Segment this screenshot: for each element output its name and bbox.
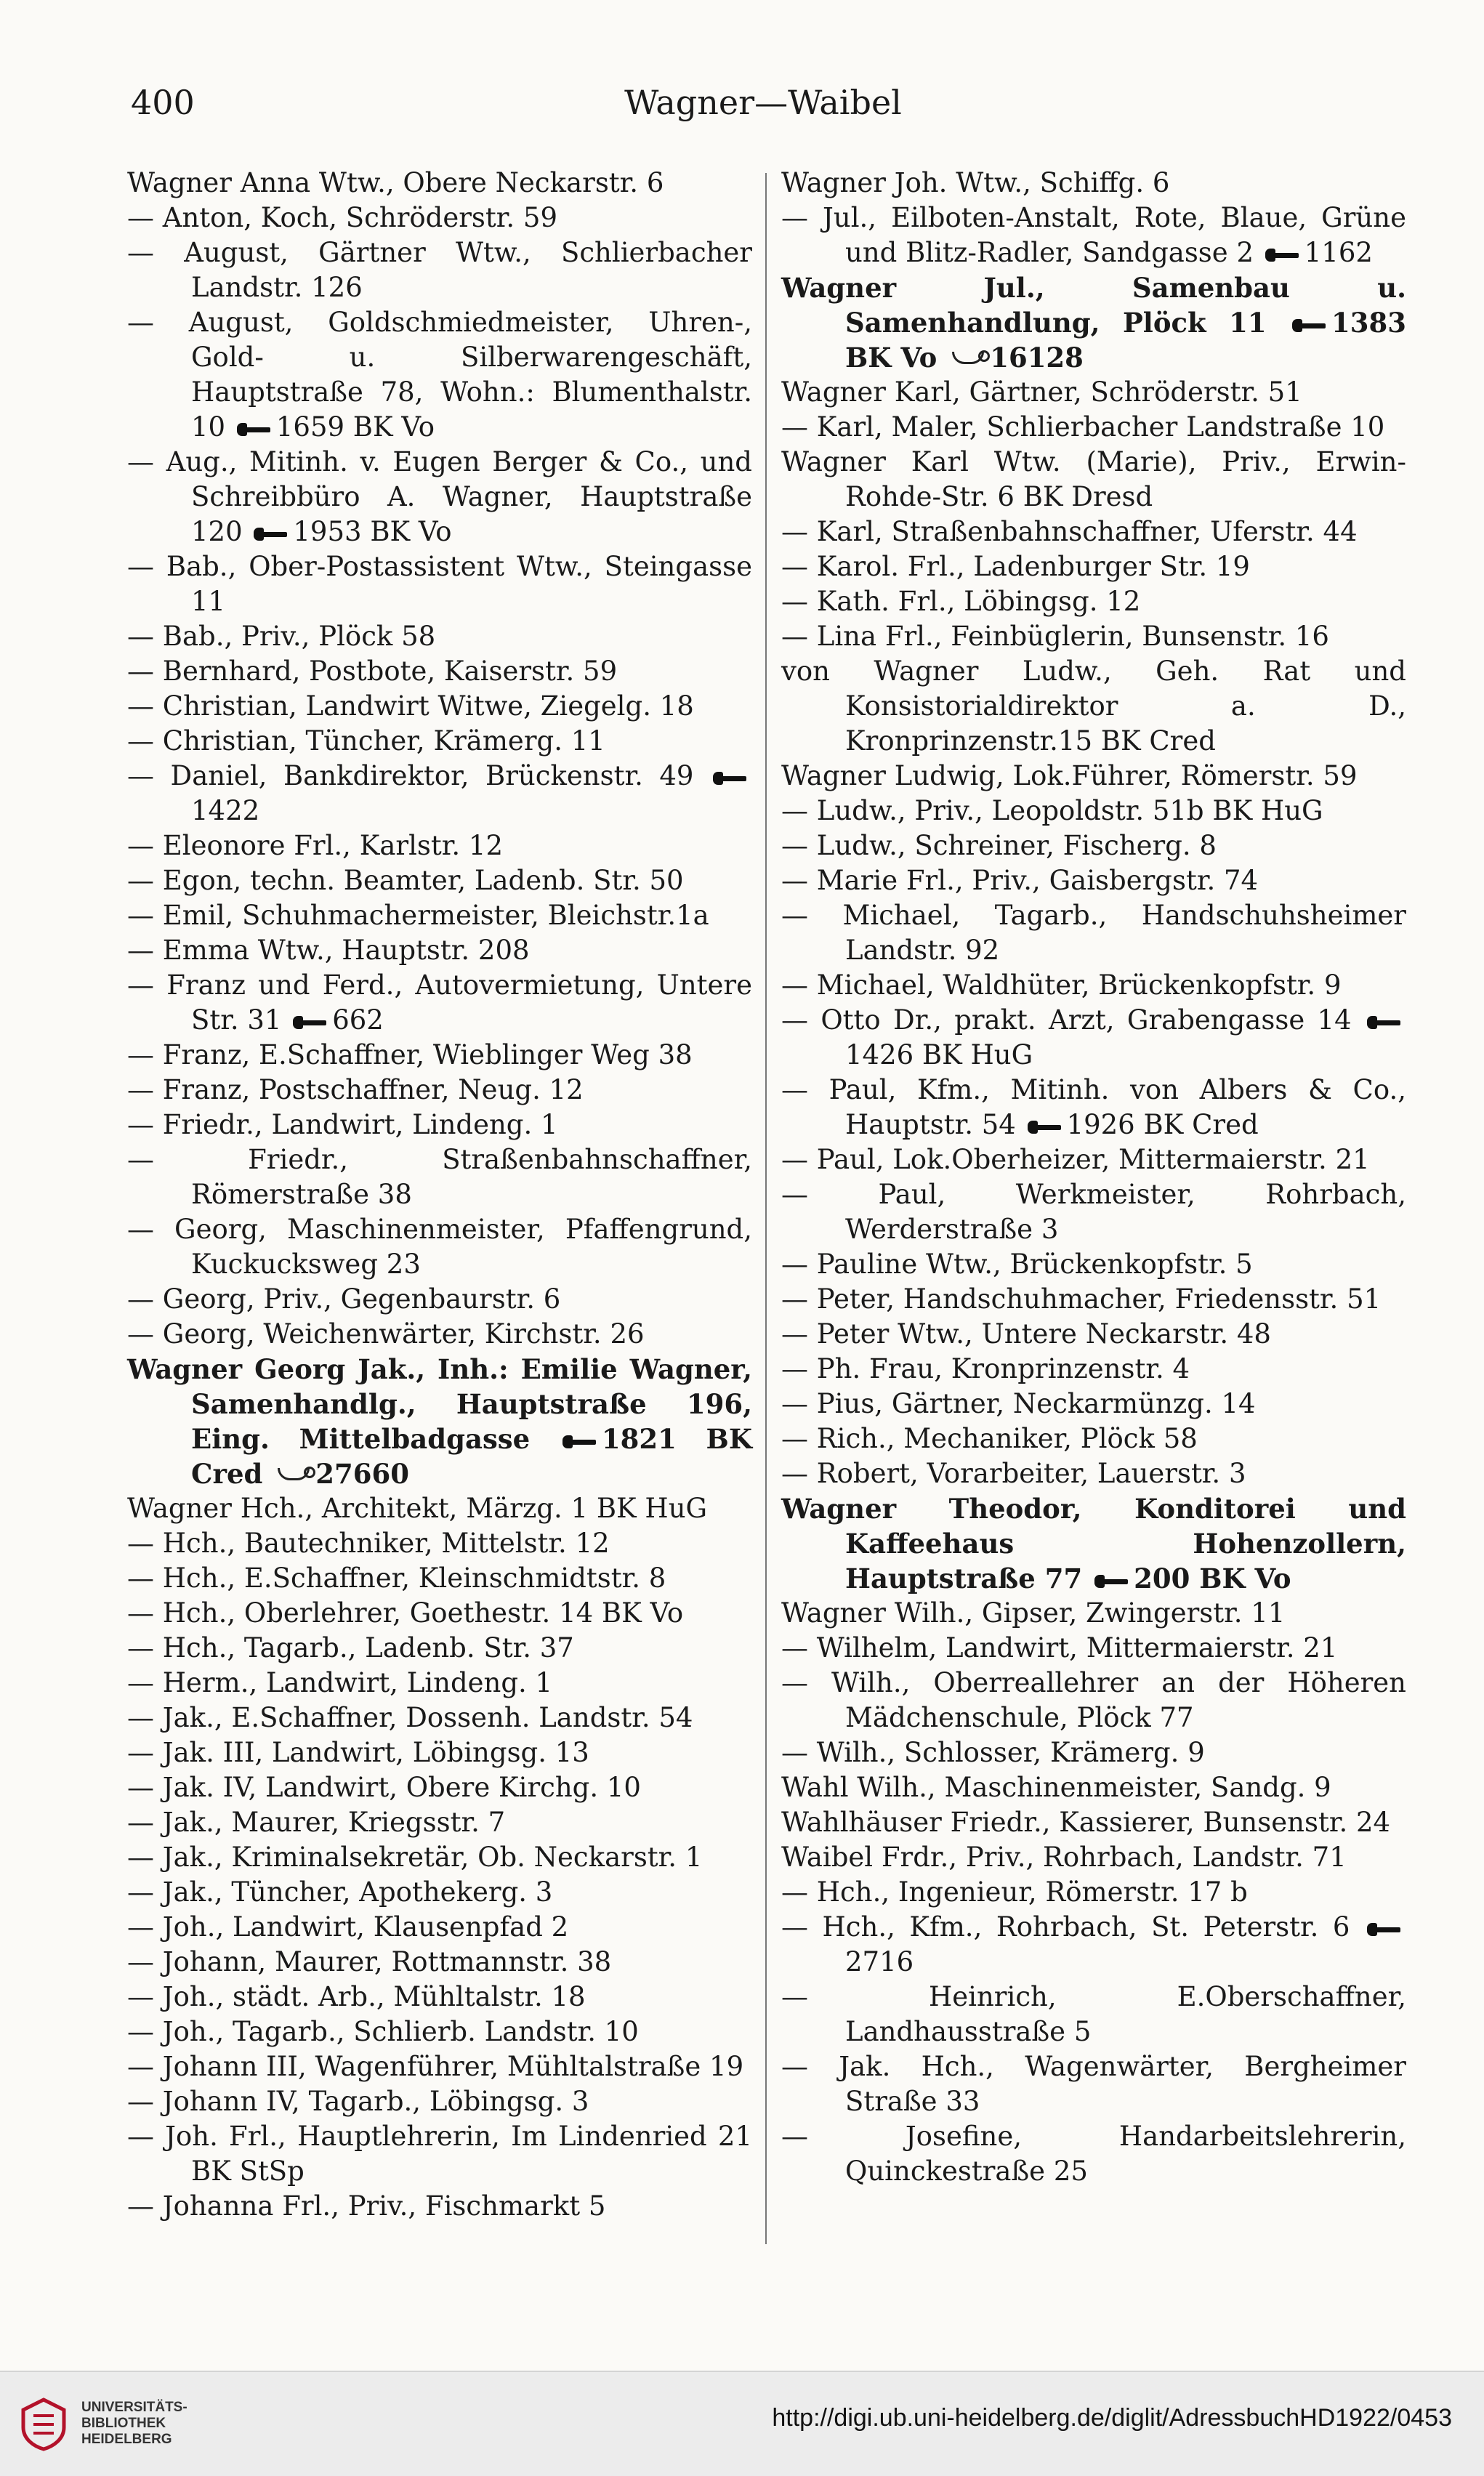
entry-text: Wahl Wilh., Maschinenmeister, Sandg. 9 [781, 1772, 1331, 1803]
entry-text: — Hch., E.Schaffner, Kleinschmidtstr. 8 [127, 1562, 666, 1594]
right-entry [781, 1142, 1406, 1177]
phone-number: 1821 BK Cred [191, 1423, 752, 1490]
entry-text: — Emil, Schuhmachermeister, Bleichstr.1a [127, 900, 709, 931]
entry-text: — Jak. III, Landwirt, Löbingsg. 13 [127, 1737, 589, 1768]
left-entry [127, 619, 752, 654]
footer-bar [0, 2371, 1484, 2476]
left-entry [127, 1805, 752, 1840]
left-entry [127, 968, 752, 1038]
left-entry [127, 1666, 752, 1701]
entry-text: von Wagner Ludw., Geh. Rat und Konsistorialdirektor a. D., Kronprinzenstr.15 BK Cred [781, 656, 1406, 757]
entry-text: — Wilh., Schlosser, Krämerg. 9 [781, 1737, 1205, 1768]
telephone-receiver-icon [1094, 1573, 1129, 1589]
entry-text: — Paul, Kfm., Mitinh. von Albers & Co., Hauptstr. 54 [781, 1074, 1406, 1140]
left-entry [127, 863, 752, 898]
left-entry [127, 1073, 752, 1108]
left-entry [127, 1980, 752, 2015]
right-entry [781, 515, 1406, 549]
left-entry [127, 1875, 752, 1910]
entry-text: — Paul, Werkmeister, Rohrbach, Werderstraße 3 [781, 1179, 1406, 1245]
entry-text: — Herm., Landwirt, Lindeng. 1 [127, 1667, 553, 1698]
phone-number: 1426 BK HuG [845, 1039, 1033, 1070]
right-entry [781, 1666, 1406, 1735]
phone-number: 200 BK Vo [1134, 1562, 1291, 1594]
entry-text: — Franz, E.Schaffner, Wieblinger Weg 38 [127, 1039, 693, 1070]
entry-text: — Franz, Postschaffner, Neug. 12 [127, 1074, 584, 1105]
left-entry [127, 1317, 752, 1352]
entry-text: — Ludw., Schreiner, Fischerg. 8 [781, 830, 1217, 861]
entry-text: — Paul, Lok.Oberheizer, Mittermaierstr. 21 [781, 1144, 1370, 1175]
left-entry [127, 235, 752, 305]
telephone-receiver-icon [237, 422, 272, 437]
right-entry [781, 898, 1406, 968]
entry-text: — Ludw., Priv., Leopoldstr. 51b BK HuG [781, 795, 1323, 826]
right-entry [781, 1282, 1406, 1317]
entry-text: — Joh. Frl., Hauptlehrerin, Im Lindenried 21 BK StSp [127, 2121, 752, 2187]
right-entry [781, 375, 1406, 410]
entry-text: — Daniel, Bankdirektor, Brückenstr. 49 [127, 760, 694, 791]
entry-text: — Hch., Ingenieur, Römerstr. 17 b [781, 1876, 1248, 1908]
right-entry [781, 1352, 1406, 1387]
right-entry [781, 759, 1406, 794]
right-entry [781, 1073, 1406, 1142]
entry-text: Wahlhäuser Friedr., Kassierer, Bunsenstr. 24 [781, 1807, 1391, 1838]
entry-text: — Hch., Oberlehrer, Goethestr. 14 BK Vo [127, 1597, 684, 1629]
right-entry [781, 1003, 1406, 1073]
right-entry [781, 2049, 1406, 2119]
entry-text: — Otto Dr., prakt. Arzt, Grabengasse 14 [781, 1004, 1352, 1036]
right-entry [781, 1456, 1406, 1491]
left-entry [127, 166, 752, 201]
right-entry [781, 1735, 1406, 1770]
left-entry [127, 1038, 752, 1073]
left-entry [127, 1491, 752, 1526]
right-entry [781, 584, 1406, 619]
library-line-1: UNIVERSITÄTS- [81, 2400, 187, 2415]
entry-text: — Franz und Ferd., Autovermietung, Untere Str. 31 [127, 969, 752, 1036]
left-entry [127, 1596, 752, 1631]
telephone-receiver-icon [254, 526, 289, 542]
entry-text: — Ph. Frau, Kronprinzenstr. 4 [781, 1353, 1190, 1384]
telephone-receiver-icon [293, 1015, 328, 1031]
university-seal-icon [20, 2397, 67, 2452]
entry-text: — Eleonore Frl., Karlstr. 12 [127, 830, 504, 861]
phone-number: 2716 [845, 1946, 914, 1977]
right-entry [781, 863, 1406, 898]
telegraph-number: 16128 [990, 342, 1084, 374]
entry-text: — Robert, Vorarbeiter, Lauerstr. 3 [781, 1458, 1246, 1489]
entry-text: — Georg, Priv., Gegenbaurstr. 6 [127, 1283, 561, 1315]
left-entry [127, 2084, 752, 2119]
entry-text: — Georg, Weichenwärter, Kirchstr. 26 [127, 1318, 645, 1350]
entry-text: — Kath. Frl., Löbingsg. 12 [781, 586, 1141, 617]
entry-text: — Anton, Koch, Schröderstr. 59 [127, 202, 558, 233]
right-entry [781, 2119, 1406, 2189]
left-entry [127, 828, 752, 863]
left-entry [127, 1282, 752, 1317]
right-entry [781, 794, 1406, 828]
right-entry [781, 619, 1406, 654]
entry-text: — Johann IV, Tagarb., Löbingsg. 3 [127, 2086, 589, 2117]
right-entry [781, 1387, 1406, 1422]
entry-text: Wagner Hch., Architekt, Märzg. 1 BK HuG [127, 1493, 708, 1524]
left-entry [127, 1526, 752, 1561]
right-entry [781, 1317, 1406, 1352]
entry-text: — Michael, Waldhüter, Brückenkopfstr. 9 [781, 969, 1342, 1001]
entry-text: — Lina Frl., Feinbüglerin, Bunsenstr. 16 [781, 621, 1329, 652]
telephone-receiver-icon [1292, 318, 1327, 334]
phone-number: 1953 BK Vo [293, 516, 452, 547]
left-entry [127, 689, 752, 724]
entry-text: — Emma Wtw., Hauptstr. 208 [127, 935, 530, 966]
entry-text: Wagner Jul., Samenbau u. Samenhandlung, Plöck 11 [781, 272, 1406, 339]
left-column [127, 166, 752, 2259]
column-divider [765, 173, 767, 2244]
library-name [81, 2400, 187, 2448]
entry-text: — Pius, Gärtner, Neckarmünzg. 14 [781, 1388, 1256, 1419]
entry-text: Wagner Joh. Wtw., Schiffg. 6 [781, 167, 1170, 198]
telephone-receiver-icon [562, 1434, 597, 1450]
left-entry [127, 201, 752, 235]
entry-text: — Jak., E.Schaffner, Dossenh. Landstr. 54 [127, 1702, 693, 1733]
entry-text: — Bab., Ober-Postassistent Wtw., Steingasse 11 [127, 551, 752, 617]
entry-text: — Rich., Mechaniker, Plöck 58 [781, 1423, 1198, 1454]
right-column [781, 166, 1406, 2259]
entry-text: Wagner Karl, Gärtner, Schröderstr. 51 [781, 376, 1302, 408]
right-entry [781, 1980, 1406, 2049]
left-entry [127, 724, 752, 759]
phone-number: 1162 [1304, 237, 1373, 268]
phone-number: 1422 [191, 795, 260, 826]
left-entry [127, 1910, 752, 1945]
entry-text: — Joh., städt. Arb., Mühltalstr. 18 [127, 1981, 586, 2012]
entry-text: — Friedr., Landwirt, Lindeng. 1 [127, 1109, 558, 1140]
right-entry [781, 1805, 1406, 1840]
library-line-2: BIBLIOTHEK [81, 2416, 166, 2431]
right-entry [781, 270, 1406, 375]
entry-text: — Jak. IV, Landwirt, Obere Kirchg. 10 [127, 1772, 641, 1803]
left-entry [127, 1142, 752, 1212]
left-entry [127, 2049, 752, 2084]
left-entry [127, 1735, 752, 1770]
telephone-receiver-icon [1265, 247, 1300, 263]
right-entry [781, 549, 1406, 584]
right-entry [781, 828, 1406, 863]
right-entry [781, 1840, 1406, 1875]
entry-text: — Jak. Hch., Wagenwärter, Bergheimer Straße 33 [781, 2051, 1406, 2117]
telephone-receiver-icon [1367, 1921, 1402, 1937]
entry-text: — Heinrich, E.Oberschaffner, Landhausstraße 5 [781, 1981, 1406, 2047]
entry-text: — Johann, Maurer, Rottmannstr. 38 [127, 1946, 612, 1977]
right-entry [781, 166, 1406, 201]
entry-text: — Egon, techn. Beamter, Ladenb. Str. 50 [127, 865, 684, 896]
telegraph-icon [949, 350, 985, 368]
left-entry [127, 2015, 752, 2049]
telegraph-icon [275, 1466, 311, 1485]
directory-columns [127, 166, 1406, 2259]
entry-text: — Peter Wtw., Untere Neckarstr. 48 [781, 1318, 1271, 1350]
entry-text: — Karol. Frl., Ladenburger Str. 19 [781, 551, 1250, 582]
right-entry [781, 1491, 1406, 1596]
page-number: 400 [131, 83, 195, 122]
entry-text: Wagner Karl Wtw. (Marie), Priv., Erwin-Rohde-Str. 6 BK Dresd [781, 446, 1406, 512]
phone-number: 1383 BK Vo [845, 307, 1406, 374]
left-entry [127, 1840, 752, 1875]
page-header [124, 76, 1403, 134]
right-entry [781, 1177, 1406, 1247]
left-entry [127, 1108, 752, 1142]
entry-text: — Christian, Tüncher, Krämerg. 11 [127, 725, 605, 757]
entry-text: — Johann III, Wagenführer, Mühltalstraße 19 [127, 2051, 744, 2082]
entry-text: Wagner Georg Jak., Inh.: Emilie Wagner, Samenhandlg., Hauptstraße 196, Eing. Mittelbadgasse [127, 1353, 752, 1455]
left-entry [127, 445, 752, 549]
entry-text: — Aug., Mitinh. v. Eugen Berger & Co., und Schreibbüro A. Wagner, Hauptstraße 120 [127, 446, 752, 547]
telegraph-number: 27660 [315, 1458, 409, 1490]
left-entry [127, 1561, 752, 1596]
entry-text: — Wilh., Oberreallehrer an der Höheren Mädchenschule, Plöck 77 [781, 1667, 1406, 1733]
right-entry [781, 201, 1406, 270]
entry-text: — Michael, Tagarb., Handschuhsheimer Landstr. 92 [781, 900, 1406, 966]
entry-text: — Jak., Kriminalsekretär, Ob. Neckarstr. 1 [127, 1842, 703, 1873]
library-line-3: HEIDELBERG [81, 2432, 172, 2447]
right-entry [781, 445, 1406, 515]
left-entry [127, 1212, 752, 1282]
left-entry [127, 933, 752, 968]
left-entry [127, 759, 752, 828]
left-entry [127, 898, 752, 933]
entry-text: — Jak., Maurer, Kriegsstr. 7 [127, 1807, 506, 1838]
entry-text: — August, Gärtner Wtw., Schlierbacher Landstr. 126 [127, 237, 752, 303]
entry-text: — Karl, Straßenbahnschaffner, Uferstr. 44 [781, 516, 1358, 547]
left-entry [127, 654, 752, 689]
entry-text: — Hch., Bautechniker, Mittelstr. 12 [127, 1528, 610, 1559]
right-entry [781, 1875, 1406, 1910]
right-entry [781, 1631, 1406, 1666]
entry-text: Waibel Frdr., Priv., Rohrbach, Landstr. 71 [781, 1842, 1347, 1873]
right-entry [781, 1247, 1406, 1282]
entry-text: — Jul., Eilboten-Anstalt, Rote, Blaue, Grüne und Blitz-Radler, Sandgasse 2 [781, 202, 1406, 268]
entry-text: Wagner Anna Wtw., Obere Neckarstr. 6 [127, 167, 664, 198]
entry-text: — Joh., Tagarb., Schlierb. Landstr. 10 [127, 2016, 639, 2047]
left-entry [127, 549, 752, 619]
entry-text: — Joh., Landwirt, Klausenpfad 2 [127, 1911, 569, 1943]
entry-text: — Hch., Kfm., Rohrbach, St. Peterstr. 6 [781, 1911, 1350, 1943]
source-url-link[interactable]: http://digi.ub.uni-heidelberg.de/diglit/AdressbuchHD1922/0453 [772, 2404, 1452, 2432]
right-entry [781, 654, 1406, 759]
phone-number: 662 [332, 1004, 384, 1036]
entry-text: Wagner Theodor, Konditorei und Kaffeehaus Hohenzollern, Hauptstraße 77 [781, 1493, 1406, 1594]
entry-text: — Marie Frl., Priv., Gaisbergstr. 74 [781, 865, 1259, 896]
entry-text: — Peter, Handschuhmacher, Friedensstr. 51 [781, 1283, 1382, 1315]
left-entry [127, 1352, 752, 1491]
entry-text: — Johanna Frl., Priv., Fischmarkt 5 [127, 2190, 606, 2222]
phone-number: 1659 BK Vo [275, 411, 435, 443]
left-entry [127, 1631, 752, 1666]
entry-text: — Hch., Tagarb., Ladenb. Str. 37 [127, 1632, 574, 1664]
running-title: Wagner—Waibel [624, 83, 902, 122]
entry-text: — Wilhelm, Landwirt, Mittermaierstr. 21 [781, 1632, 1338, 1664]
entry-text: — Georg, Maschinenmeister, Pfaffengrund, Kuckucksweg 23 [127, 1214, 752, 1280]
entry-text: — Josefine, Handarbeitslehrerin, Quinckestraße 25 [781, 2121, 1406, 2187]
entry-text: — Jak., Tüncher, Apothekerg. 3 [127, 1876, 553, 1908]
right-entry [781, 1910, 1406, 1980]
right-entry [781, 410, 1406, 445]
entry-text: Wagner Ludwig, Lok.Führer, Römerstr. 59 [781, 760, 1358, 791]
entry-text: — Friedr., Straßenbahnschaffner, Römerstraße 38 [127, 1144, 752, 1210]
right-entry [781, 1596, 1406, 1631]
right-entry [781, 1770, 1406, 1805]
right-entry [781, 1422, 1406, 1456]
left-entry [127, 2119, 752, 2189]
entry-text: — Bernhard, Postbote, Kaiserstr. 59 [127, 656, 618, 687]
entry-text: — Karl, Maler, Schlierbacher Landstraße 10 [781, 411, 1385, 443]
entry-text: — August, Goldschmiedmeister, Uhren-, Gold- u. Silberwarengeschäft, Hauptstraße 78, Wohn.: Blumenthalstr. 10 [127, 307, 752, 443]
left-entry [127, 1701, 752, 1735]
left-entry [127, 305, 752, 445]
left-entry [127, 1770, 752, 1805]
telephone-receiver-icon [713, 770, 748, 786]
telephone-receiver-icon [1028, 1119, 1062, 1135]
telephone-receiver-icon [1367, 1015, 1402, 1031]
left-entry [127, 1945, 752, 1980]
left-entry [127, 2189, 752, 2224]
entry-text: Wagner Wilh., Gipser, Zwingerstr. 11 [781, 1597, 1286, 1629]
entry-text: — Pauline Wtw., Brückenkopfstr. 5 [781, 1249, 1253, 1280]
entry-text: — Christian, Landwirt Witwe, Ziegelg. 18 [127, 690, 694, 722]
entry-text: — Bab., Priv., Plöck 58 [127, 621, 436, 652]
phone-number: 1926 BK Cred [1066, 1109, 1259, 1140]
right-entry [781, 968, 1406, 1003]
